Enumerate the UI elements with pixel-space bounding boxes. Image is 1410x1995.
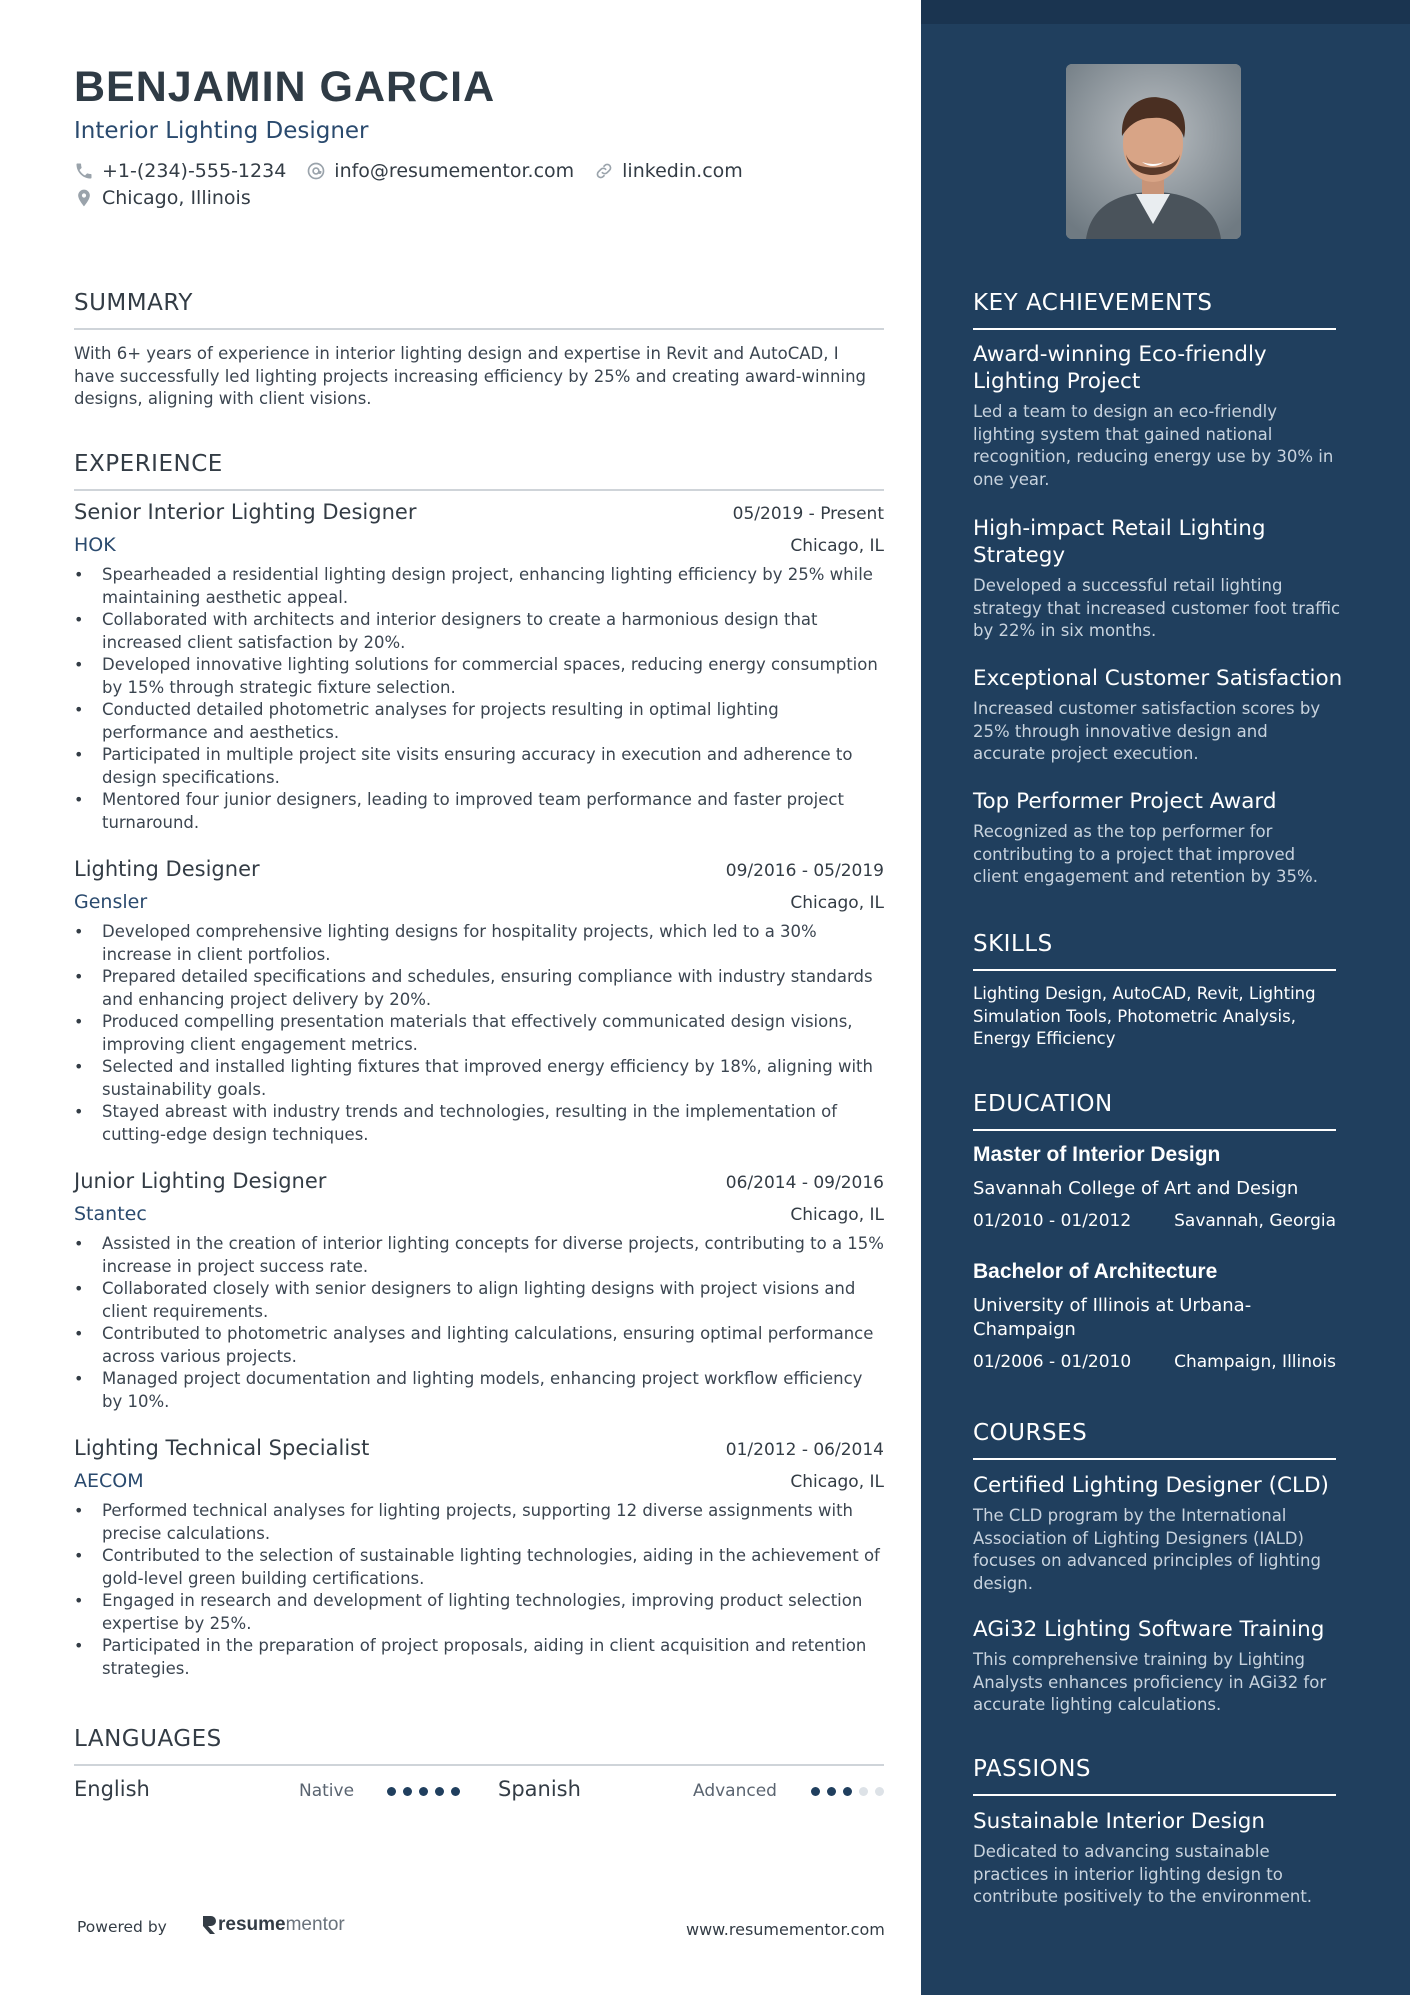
job-dates: 06/2014 - 09/2016 — [725, 1173, 884, 1193]
profile-photo — [1066, 64, 1241, 239]
language-level: Native — [299, 1781, 355, 1801]
passion-title: Sustainable Interior Design — [973, 1809, 1266, 1834]
job-bullet: • Developed innovative lighting solutions for commercial spaces, reducing energy consumption by 15% through strategic fixture selection. — [74, 654, 884, 699]
education-degree: Master of Interior Design — [973, 1143, 1221, 1166]
achievement-title: Top Performer Project Award — [973, 789, 1277, 814]
achievement-item — [973, 515, 1343, 643]
passion-text: Dedicated to advancing sustainable practices in interior lighting design to contribute positively to the environment. — [973, 1842, 1313, 1906]
achievement-text: Developed a successful retail lighting strategy that increased customer foot traffic by 22% in six months. — [973, 576, 1341, 640]
job-dates: 05/2019 - Present — [732, 504, 884, 524]
education-heading: EDUCATION — [973, 1091, 1336, 1131]
achievement-title: High-impact Retail Lighting Strategy — [973, 516, 1266, 568]
education-school: Savannah College of Art and Design — [973, 1178, 1299, 1199]
summary-heading: SUMMARY — [74, 290, 884, 330]
rating-dot — [403, 1787, 412, 1796]
rating-dot — [451, 1787, 460, 1796]
contact-email[interactable] — [306, 160, 574, 182]
sidebar-top-bar — [921, 0, 1410, 24]
location-text: Chicago, Illinois — [102, 187, 251, 209]
job-location: Chicago, IL — [790, 1205, 884, 1225]
achievement-item — [973, 341, 1343, 491]
phone-text: +1-(234)-555-1234 — [102, 160, 287, 182]
experience-heading: EXPERIENCE — [74, 451, 884, 491]
job-bullet: • Developed comprehensive lighting designs for hospitality projects, which led to a 30% increase in client portfolios. — [74, 921, 884, 966]
job-company: Stantec — [74, 1203, 147, 1225]
education-item — [973, 1143, 1343, 1231]
rating-dot — [843, 1787, 852, 1796]
job-location: Chicago, IL — [790, 893, 884, 913]
achievement-text: Increased customer satisfaction scores by 25% through innovative design and accurate project execution. — [973, 699, 1321, 763]
job-title: Lighting Technical Specialist — [74, 1436, 370, 1460]
job-bullets — [74, 1233, 884, 1413]
job-bullet: • Managed project documentation and lighting models, enhancing project workflow efficiency by 10%. — [74, 1368, 884, 1413]
education-dates: 01/2006 - 01/2010 — [973, 1352, 1132, 1372]
job-bullets — [74, 921, 884, 1146]
education-item — [973, 1260, 1343, 1372]
education-degree: Bachelor of Architecture — [973, 1260, 1218, 1283]
resumementor-logo[interactable] — [200, 1914, 345, 1936]
job-bullets — [74, 564, 884, 834]
powered-by-label: Powered by — [77, 1918, 167, 1936]
education-location: Savannah, Georgia — [1174, 1211, 1336, 1231]
logo-text-bold: resume — [218, 1914, 286, 1935]
rating-dot — [419, 1787, 428, 1796]
course-text: The CLD program by the International Association of Lighting Designers (IALD) focuses on advanced principles of lighting design. — [973, 1506, 1321, 1593]
course-item — [973, 1472, 1343, 1595]
job-title: Lighting Designer — [74, 857, 260, 881]
location-pin-icon — [74, 188, 94, 208]
logo-mark-icon — [200, 1914, 218, 1936]
language-name: Spanish — [498, 1777, 581, 1801]
achievement-text: Led a team to design an eco-friendly lighting system that gained national recognition, reducing energy use by 30% in one year. — [973, 402, 1334, 489]
achievement-title: Exceptional Customer Satisfaction — [973, 666, 1343, 691]
course-title: AGi32 Lighting Software Training — [973, 1617, 1325, 1642]
at-sign-icon — [306, 161, 326, 181]
job-location: Chicago, IL — [790, 1472, 884, 1492]
job-dates: 01/2012 - 06/2014 — [725, 1440, 884, 1460]
job-entry — [74, 500, 884, 834]
summary-text: With 6+ years of experience in interior lighting design and expertise in Revit and AutoCAD, I have successfully led lighting projects increasing efficiency by 25% and creating award-winning designs, aligning with client visions. — [74, 344, 867, 408]
contact-location — [74, 187, 251, 209]
job-bullet: • Prepared detailed specifications and schedules, ensuring compliance with industry standards and enhancing project delivery by 20%. — [74, 966, 884, 1011]
education-location: Champaign, Illinois — [1174, 1352, 1336, 1372]
job-bullet: • Selected and installed lighting fixtures that improved energy efficiency by 18%, aligning with sustainability goals. — [74, 1056, 884, 1101]
achievements-heading: KEY ACHIEVEMENTS — [973, 290, 1336, 330]
avatar — [1066, 64, 1241, 239]
achievement-item — [973, 788, 1343, 889]
logo-text-light: mentor — [285, 1914, 345, 1935]
languages-heading: LANGUAGES — [74, 1726, 884, 1766]
job-bullets — [74, 1500, 884, 1680]
job-bullet: • Collaborated with architects and interior designers to create a harmonious design that increased client satisfaction by 20%. — [74, 609, 884, 654]
phone-icon — [74, 161, 94, 181]
rating-dot — [875, 1787, 884, 1796]
job-bullet: • Participated in multiple project site visits ensuring accuracy in execution and adherence to design specifications. — [74, 744, 884, 789]
link-icon — [594, 161, 614, 181]
job-bullet: • Conducted detailed photometric analyses for projects resulting in optimal lighting performance and aesthetics. — [74, 699, 884, 744]
job-bullet: • Produced compelling presentation materials that effectively communicated design visions, improving client engagement metrics. — [74, 1011, 884, 1056]
linkedin-text: linkedin.com — [622, 160, 743, 182]
job-company: Gensler — [74, 891, 148, 913]
job-entry — [74, 1436, 884, 1680]
job-company: HOK — [74, 534, 116, 556]
achievement-item — [973, 665, 1343, 766]
footer-url[interactable]: www.resumementor.com — [686, 1920, 885, 1939]
education-dates: 01/2010 - 01/2012 — [973, 1211, 1132, 1231]
courses-heading: COURSES — [973, 1420, 1336, 1460]
languages-list — [74, 1777, 884, 1807]
course-text: This comprehensive training by Lighting Analysts enhances proficiency in AGi32 for accurate lighting calculations. — [973, 1650, 1327, 1714]
passion-item — [973, 1808, 1343, 1909]
language-rating — [387, 1787, 467, 1796]
candidate-name: BENJAMIN GARCIA — [74, 63, 496, 111]
rating-dot — [827, 1787, 836, 1796]
job-bullet: • Performed technical analyses for lighting projects, supporting 12 diverse assignments with precise calculations. — [74, 1500, 884, 1545]
contact-row — [74, 160, 763, 182]
job-bullet: • Mentored four junior designers, leading to improved team performance and faster project turnaround. — [74, 789, 884, 834]
candidate-role: Interior Lighting Designer — [74, 118, 369, 144]
job-bullet: • Assisted in the creation of interior lighting concepts for diverse projects, contributing to a 15% increase in project success rate. — [74, 1233, 884, 1278]
job-location: Chicago, IL — [790, 536, 884, 556]
course-item — [973, 1616, 1343, 1717]
job-bullet: • Collaborated closely with senior designers to align lighting designs with project visions and client requirements. — [74, 1278, 884, 1323]
job-bullet: • Contributed to the selection of sustainable lighting technologies, aiding in the achievement of gold-level green building certifications. — [74, 1545, 884, 1590]
job-title: Senior Interior Lighting Designer — [74, 500, 417, 524]
rating-dot — [811, 1787, 820, 1796]
language-name: English — [74, 1777, 150, 1801]
language-rating — [811, 1787, 891, 1796]
job-bullet: • Spearheaded a residential lighting design project, enhancing lighting efficiency by 25% while maintaining aesthetic appeal. — [74, 564, 884, 609]
rating-dot — [387, 1787, 396, 1796]
language-level: Advanced — [693, 1781, 777, 1801]
job-entry — [74, 857, 884, 1146]
achievement-text: Recognized as the top performer for contributing to a project that improved client engagement and retention by 35%. — [973, 822, 1318, 886]
job-bullet: • Contributed to photometric analyses and lighting calculations, ensuring optimal performance across various projects. — [74, 1323, 884, 1368]
achievement-title: Award-winning Eco-friendly Lighting Project — [973, 342, 1267, 394]
course-title: Certified Lighting Designer (CLD) — [973, 1473, 1329, 1498]
passions-heading: PASSIONS — [973, 1756, 1336, 1796]
skills-list: Lighting Design, AutoCAD, Revit, Lighting Simulation Tools, Photometric Analysis, Energy Efficiency — [973, 984, 1316, 1048]
job-bullet: • Stayed abreast with industry trends and technologies, resulting in the implementation of cutting-edge design techniques. — [74, 1101, 884, 1146]
job-dates: 09/2016 - 05/2019 — [725, 861, 884, 881]
job-company: AECOM — [74, 1470, 144, 1492]
skills-heading: SKILLS — [973, 931, 1336, 971]
email-text: info@resumementor.com — [334, 160, 575, 182]
contact-row-location — [74, 187, 271, 209]
logo-text — [218, 1914, 345, 1936]
job-bullet: • Participated in the preparation of project proposals, aiding in client acquisition and retention strategies. — [74, 1635, 884, 1680]
job-entry — [74, 1169, 884, 1413]
education-school: University of Illinois at Urbana-Champaign — [973, 1295, 1252, 1340]
contact-phone — [74, 160, 286, 182]
job-title: Junior Lighting Designer — [74, 1169, 327, 1193]
rating-dot — [435, 1787, 444, 1796]
contact-linkedin[interactable] — [594, 160, 743, 182]
job-bullet: • Engaged in research and development of lighting technologies, improving product selection expertise by 25%. — [74, 1590, 884, 1635]
rating-dot — [859, 1787, 868, 1796]
